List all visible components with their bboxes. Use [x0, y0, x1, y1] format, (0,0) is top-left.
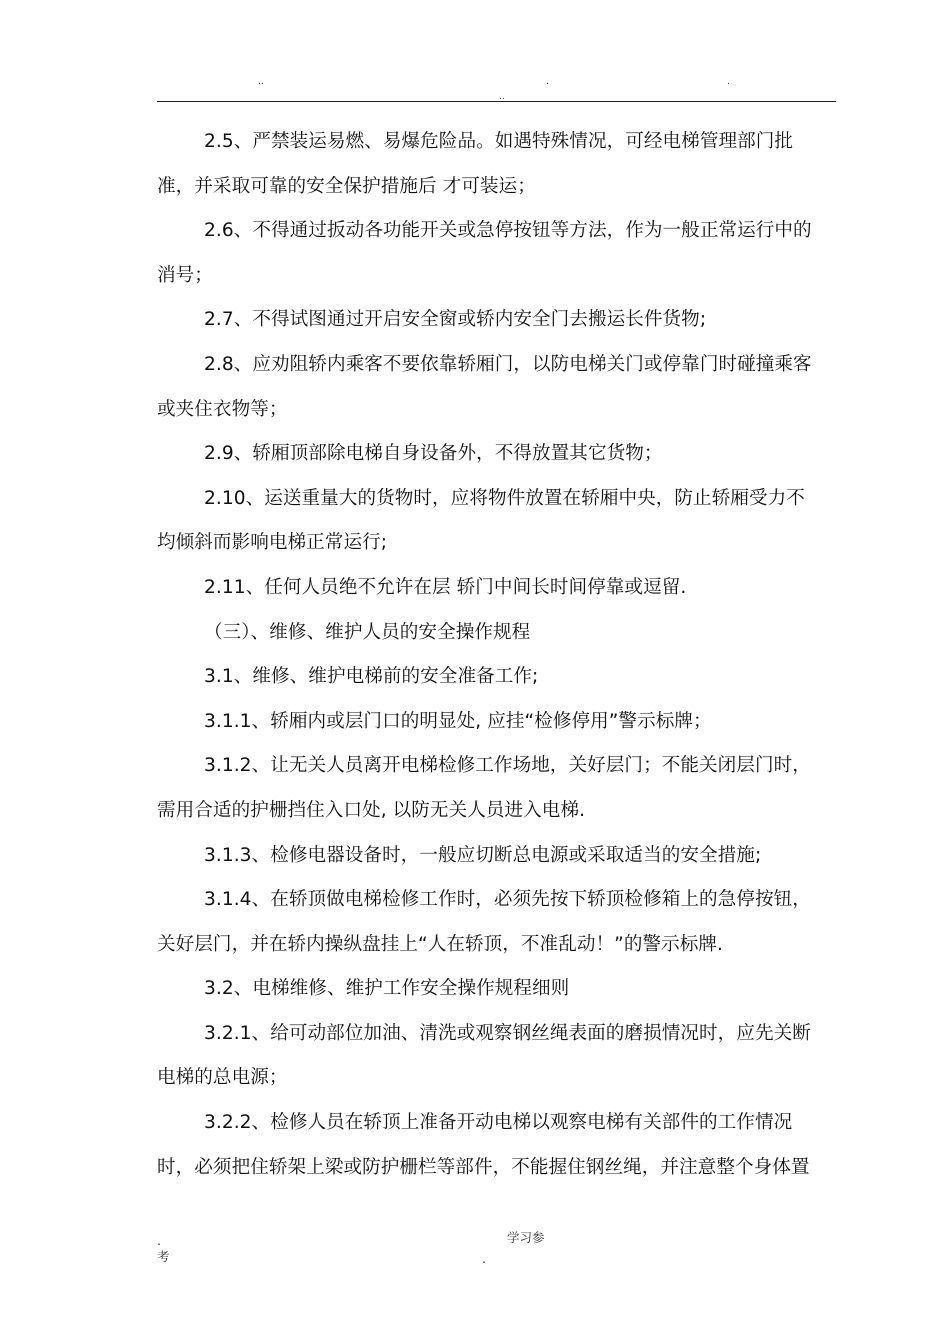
body-line: 关好层门，并在轿内操纵盘挂上“人在轿顶，不准乱动！”的警示标牌. [157, 933, 723, 955]
body-line: 3.1.3、检修电器设备时，一般应切断总电源或采取适当的安全措施; [204, 844, 762, 866]
body-line: 2.7、不得试图通过开启安全窗或轿内安全门去搬运长件货物; [204, 309, 707, 331]
body-line: 3.1.4、在轿顶做电梯检修工作时，必须先按下轿顶检修箱上的急停按钮， [204, 889, 811, 911]
body-line: 3.2、电梯维修、维护工作安全操作规程细则 [204, 978, 570, 1000]
body-line: 2.5、严禁装运易燃、易爆危险品。如遇特殊情况，可经电梯管理部门批 [204, 131, 794, 152]
body-line: 3.1.2、让无关人员离开电梯检修工作场地，关好层门；不能关闭层门时， [204, 755, 811, 777]
body-line: 电梯的总电源； [157, 1067, 288, 1089]
header-mark-left: .. [258, 77, 264, 87]
body-line: 准，并采取可靠的安全保护措施后 才可装运； [157, 175, 536, 197]
header-rule [157, 101, 836, 102]
body-line: 或夹住衣物等； [157, 398, 288, 420]
header-mark-center: .. [499, 92, 505, 102]
footer-right-dot: . [482, 1251, 486, 1266]
body-line: 均倾斜而影响电梯正常运行; [157, 532, 388, 554]
body-line: 3.2.1、给可动部位加油、清洗或观察钢丝绳表面的磨损情况时，应先关断 [204, 1022, 811, 1044]
document-body [157, 120, 835, 1190]
footer-left-char: 考 [157, 1249, 170, 1264]
body-line: 消号； [157, 264, 213, 286]
body-line: 2.6、不得通过扳动各功能开关或急停按钮等方法，作为一般正常运行中的 [204, 220, 812, 242]
body-line: 2.9、轿厢顶部除电梯自身设备外，不得放置其它货物； [204, 443, 663, 465]
body-line: （三）、维修、维护人员的安全操作规程 [204, 621, 531, 643]
body-line: 3.1.1、轿厢内或层门口的明显处, 应挂“检修停用”警示标牌； [204, 710, 712, 732]
footer-left-dot: . [157, 1233, 161, 1248]
body-line: 3.1、维修、维护电梯前的安全准备工作; [204, 666, 539, 688]
header-mark-right: . [727, 77, 730, 87]
body-line: 需用合适的护栅挡住入口处, 以防无关人员进入电梯. [157, 799, 586, 821]
header-mark-middle: . [546, 77, 549, 87]
body-line: 2.8、应劝阻轿内乘客不要依靠轿厢门，以防电梯关门或停靠门时碰撞乘客 [204, 353, 812, 375]
body-line: 时，必须把住轿架上梁或防护栅栏等部件，不能握住钢丝绳，并注意整个身体置 [157, 1156, 810, 1178]
body-line: 2.10、运送重量大的货物时，应将物件放置在轿厢中央，防止轿厢受力不 [204, 487, 805, 509]
body-line: 3.2.2、检修人员在轿顶上准备开动电梯以观察电梯有关部件的工作情况 [204, 1112, 793, 1134]
footer-center-text: 学习参 [507, 1230, 545, 1245]
body-line: 2.11、任何人员绝不允许在层 轿门中间长时间停靠或逗留. [204, 576, 687, 598]
